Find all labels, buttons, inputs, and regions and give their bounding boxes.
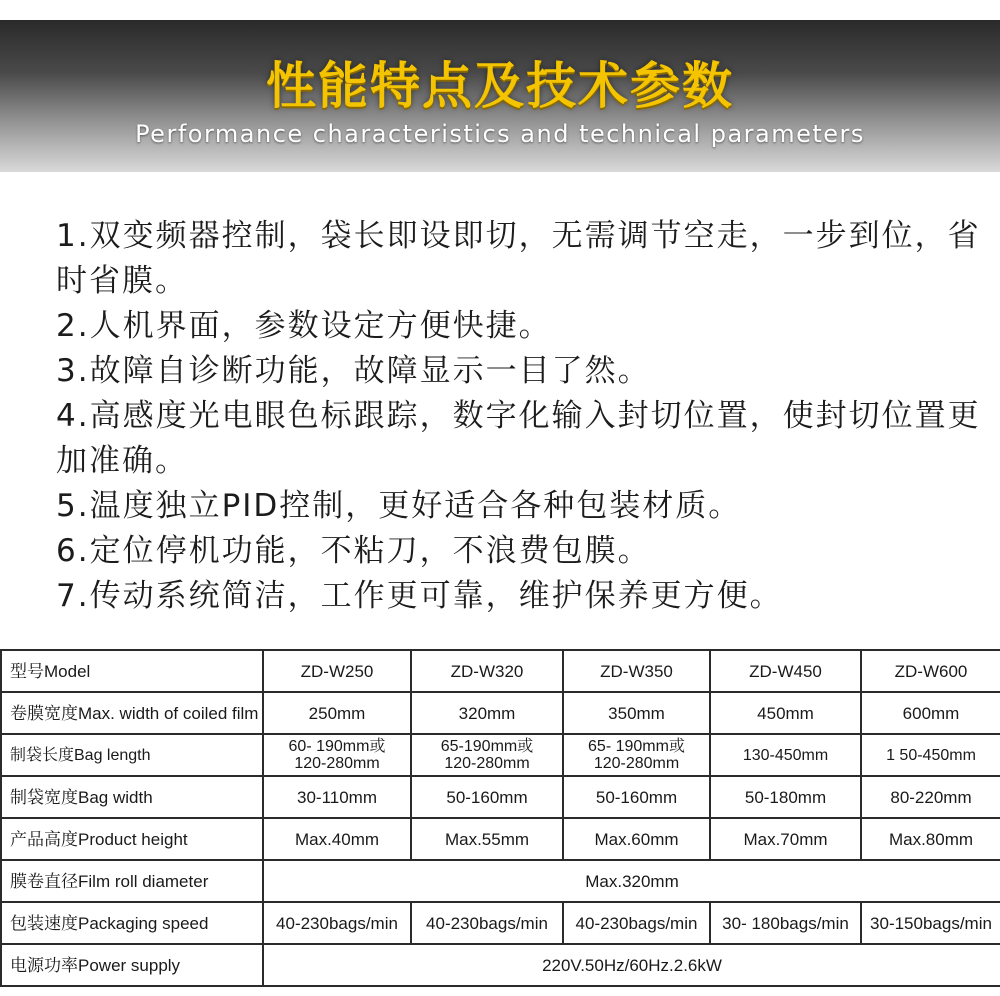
feature-item: 1.双变频器控制，袋长即设即切，无需调节空走，一步到位，省时省膜。 [56, 218, 981, 299]
table-cell: 30- 180bags/min [710, 902, 861, 944]
table-cell: 40-230bags/min [563, 902, 710, 944]
row-label: 产品高度Product height [1, 818, 263, 860]
table-cell: Max.40mm [263, 818, 411, 860]
header-banner [0, 20, 1000, 172]
table-cell [263, 734, 411, 776]
table-cell [563, 734, 710, 776]
table-cell: 40-230bags/min [263, 902, 411, 944]
table-row-speed [1, 902, 1000, 944]
table-cell: 220V.50Hz/60Hz.2.6kW [263, 944, 1000, 986]
cell-line: 120-280mm [294, 755, 380, 772]
table-cell: ZD-W350 [563, 650, 710, 692]
table-cell: 250mm [263, 692, 411, 734]
table-cell [710, 734, 861, 776]
table-cell: Max.70mm [710, 818, 861, 860]
table-cell: ZD-W320 [411, 650, 563, 692]
table-cell: Max.55mm [411, 818, 563, 860]
table-cell: ZD-W600 [861, 650, 1000, 692]
row-label: 制袋长度Bag length [1, 734, 263, 776]
table-cell: 30-110mm [263, 776, 411, 818]
table-cell: 30-150bags/min [861, 902, 1000, 944]
row-label: 包装速度Packaging speed [1, 902, 263, 944]
table-cell: 350mm [563, 692, 710, 734]
table-cell: 320mm [411, 692, 563, 734]
feature-item: 6.定位停机功能，不粘刀，不浪费包膜。 [56, 533, 651, 569]
page-title: 性能特点及技术参数 [266, 57, 734, 115]
row-label: 卷膜宽度Max. width of coiled film [1, 692, 263, 734]
spec-table [0, 649, 1000, 987]
page-subtitle: Performance characteristics and technical parameters [135, 120, 865, 148]
feature-item: 7.传动系统简洁，工作更可靠，维护保养更方便。 [56, 578, 783, 614]
table-cell: Max.60mm [563, 818, 710, 860]
cell-line: 60- 190mm或 [288, 738, 386, 755]
table-row-power [1, 944, 1000, 986]
row-label: 制袋宽度Bag width [1, 776, 263, 818]
table-cell: 450mm [710, 692, 861, 734]
table-row-model [1, 650, 1000, 692]
cell-line: 1 50-450mm [886, 746, 976, 764]
table-row-film-width [1, 692, 1000, 734]
table-cell: 80-220mm [861, 776, 1000, 818]
table-cell: ZD-W450 [710, 650, 861, 692]
table-cell [861, 734, 1000, 776]
cell-line: 65-190mm或 [440, 738, 534, 755]
table-row-roll-diameter [1, 860, 1000, 902]
table-cell: 40-230bags/min [411, 902, 563, 944]
table-cell: Max.320mm [263, 860, 1000, 902]
feature-item: 4.高感度光电眼色标跟踪，数字化输入封切位置，使封切位置更加准确。 [56, 398, 981, 479]
table-row-product-height [1, 818, 1000, 860]
feature-item: 2.人机界面，参数设定方便快捷。 [56, 308, 552, 344]
cell-line: 120-280mm [444, 755, 530, 772]
cell-line: 65- 190mm或 [588, 738, 685, 755]
feature-item: 5.温度独立PID控制，更好适合各种包装材质。 [56, 488, 742, 524]
table-cell: 50-160mm [411, 776, 563, 818]
row-label: 膜卷直径Film roll diameter [1, 860, 263, 902]
row-label: 电源功率Power supply [1, 944, 263, 986]
table-row-bag-length [1, 734, 1000, 776]
cell-line: 130-450mm [742, 746, 829, 764]
row-label: 型号Model [1, 650, 263, 692]
table-cell: ZD-W250 [263, 650, 411, 692]
table-cell: Max.80mm [861, 818, 1000, 860]
table-row-bag-width [1, 776, 1000, 818]
table-cell: 50-160mm [563, 776, 710, 818]
feature-item: 3.故障自诊断功能，故障显示一目了然。 [56, 353, 651, 389]
cell-line: 120-280mm [593, 755, 680, 772]
table-cell [411, 734, 563, 776]
table-cell: 600mm [861, 692, 1000, 734]
feature-list [56, 214, 986, 619]
table-cell: 50-180mm [710, 776, 861, 818]
